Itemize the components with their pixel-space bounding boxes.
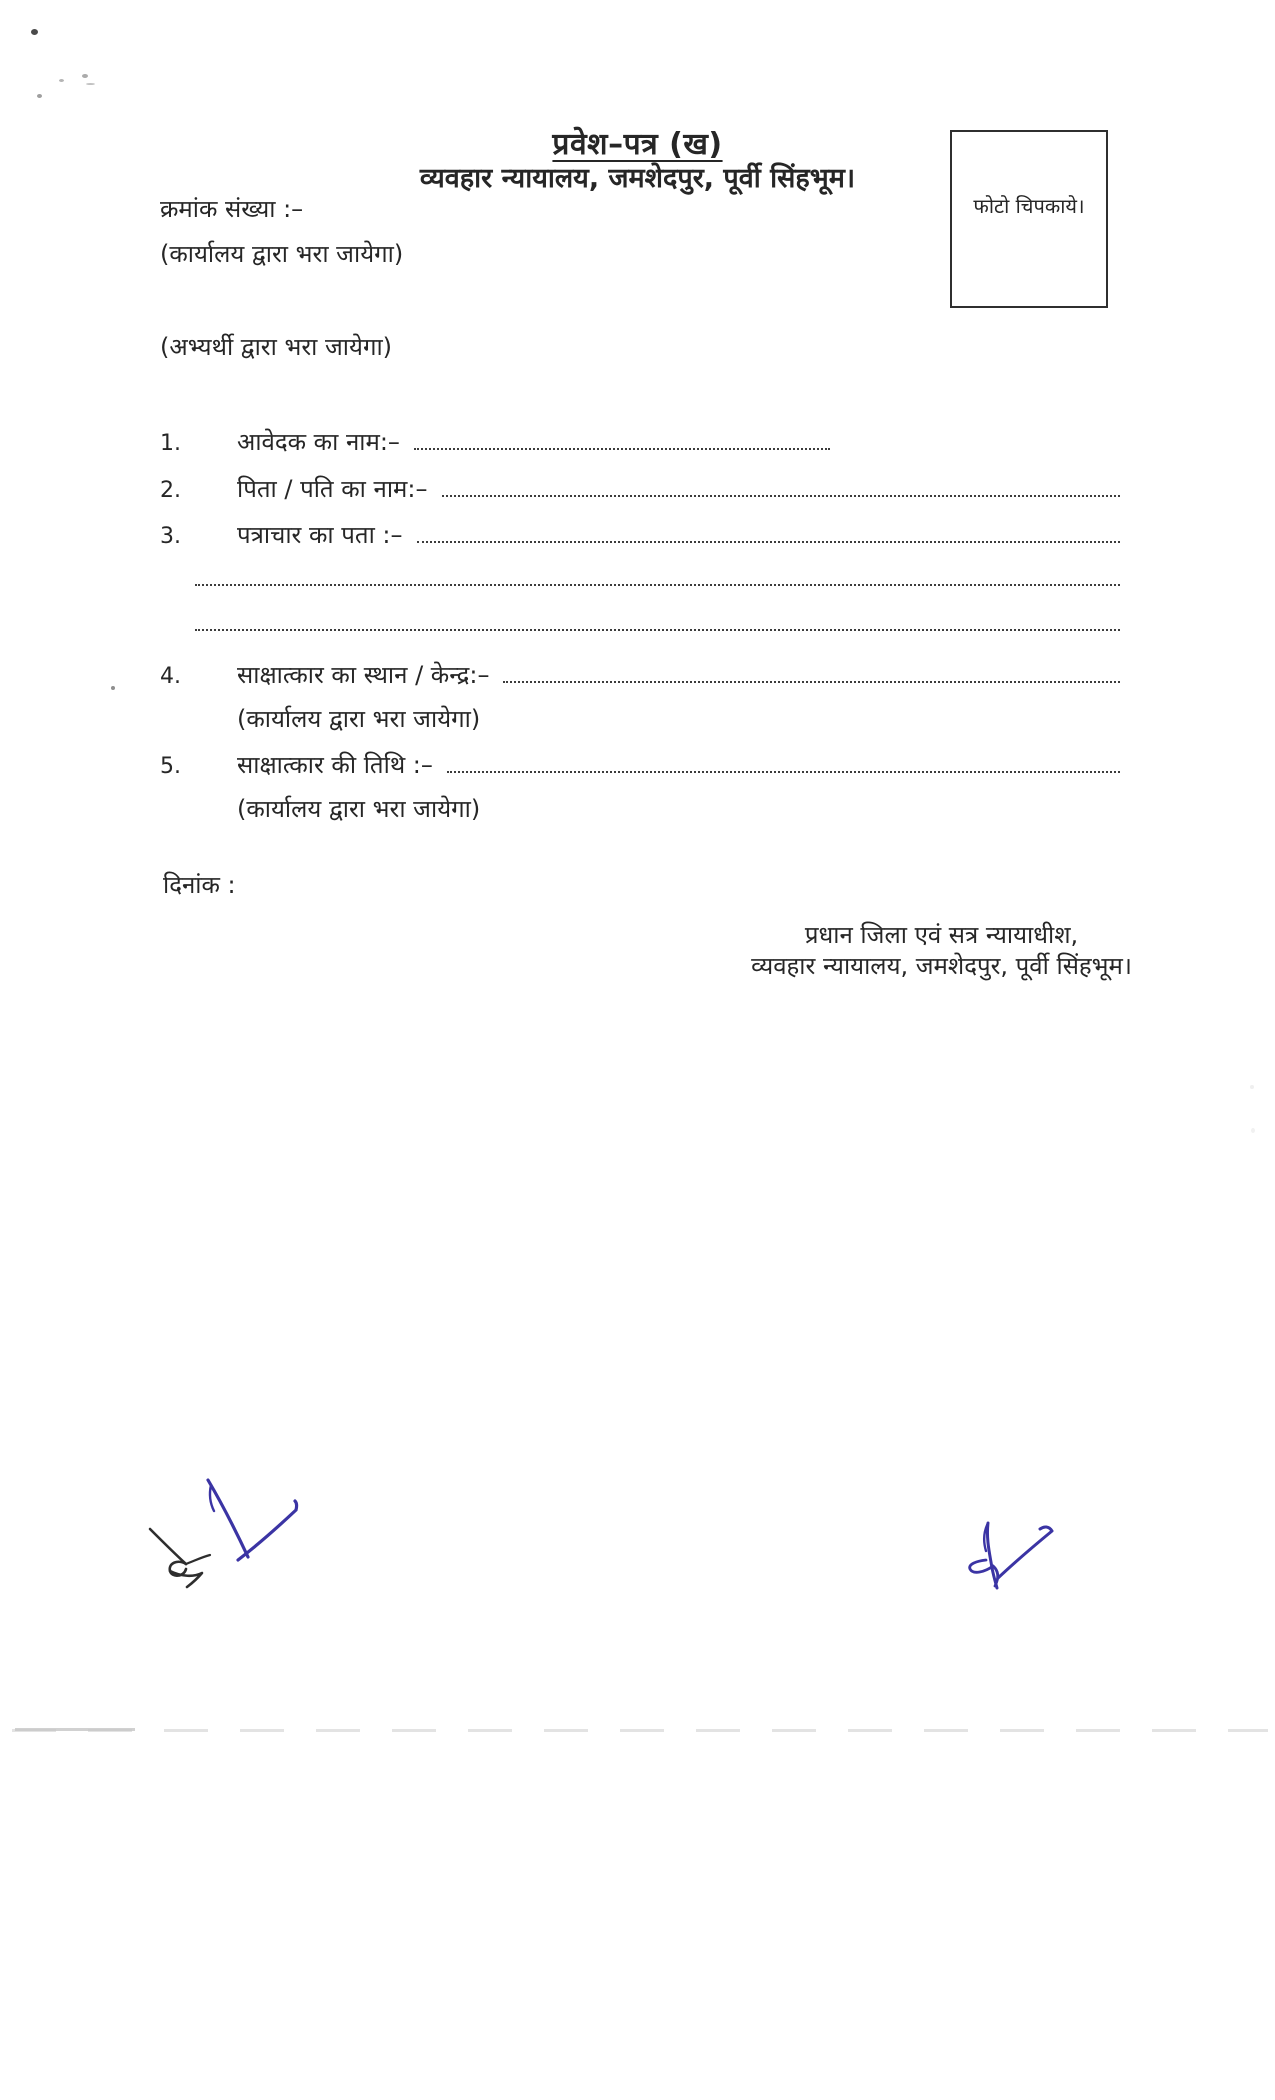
item-number: 3. <box>160 524 181 549</box>
faint-photocopy-line-segment <box>15 1728 135 1731</box>
signature-left-black-scribble <box>186 1555 210 1564</box>
item-label: पिता / पति का नाम:– <box>237 475 428 503</box>
signature-right-blue-stroke <box>998 1527 1052 1578</box>
signature-left-black-scribble <box>170 1571 202 1587</box>
authority-court: व्यवहार न्यायालय, जमशेदपुर, पूर्वी सिंहभूम। <box>751 952 1132 980</box>
signature-left-blue-stroke <box>238 1501 297 1560</box>
faint-photocopy-line <box>12 1729 1268 1732</box>
scan-speck <box>31 29 38 35</box>
address-dotted-line <box>195 629 1120 631</box>
signature-right-blue-stroke <box>987 1523 997 1588</box>
serial-number-label: क्रमांक संख्या :– <box>160 195 304 223</box>
item-number: 4. <box>160 664 181 689</box>
photo-paste-box <box>950 130 1108 308</box>
blank-dotted-line <box>414 447 830 450</box>
form-item-father-husband-name <box>160 473 1120 507</box>
blank-dotted-line <box>442 494 1121 497</box>
date-label: दिनांक : <box>163 871 236 899</box>
form-item-interview-date <box>160 749 1120 783</box>
photo-paste-label: फोटो चिपकाये। <box>973 193 1085 218</box>
item-number: 1. <box>160 431 181 456</box>
form-item-applicant-name <box>160 426 830 460</box>
item-label: आवेदक का नाम:– <box>237 428 400 456</box>
applicant-fill-note: (अभ्यर्थी द्वारा भरा जायेगा) <box>160 333 393 361</box>
interview-place-office-note: (कार्यालय द्वारा भरा जायेगा) <box>237 705 481 733</box>
scan-speck <box>1250 1085 1254 1089</box>
scan-speck <box>59 79 64 82</box>
blank-dotted-line <box>417 540 1120 543</box>
item-number: 2. <box>160 478 181 503</box>
item-label: साक्षात्कार की तिथि :– <box>237 751 433 779</box>
scan-speck <box>37 94 42 98</box>
item-label: पत्राचार का पता :– <box>237 521 403 549</box>
signature-left-blue-stroke <box>208 1480 248 1557</box>
authority-title: प्रधान जिला एवं सत्र न्यायाधीश, <box>804 921 1079 949</box>
scan-speck <box>86 83 95 85</box>
signature-left-black-scribble <box>150 1529 186 1564</box>
form-subtitle: व्यवहार न्यायालय, जमशेदपुर, पूर्वी सिंहभूम। <box>419 163 856 194</box>
interview-date-office-note: (कार्यालय द्वारा भरा जायेगा) <box>237 795 481 823</box>
form-item-correspondence-address <box>160 519 1120 553</box>
form-item-interview-place <box>160 659 1120 693</box>
item-label: साक्षात्कार का स्थान / केन्द्र:– <box>237 661 490 689</box>
scan-speck <box>82 74 88 78</box>
signing-authority-block <box>751 920 1132 982</box>
form-title: प्रवेश–पत्र (ख) <box>552 127 723 162</box>
scan-speck <box>1251 1128 1255 1133</box>
signature-left <box>140 1465 320 1605</box>
blank-dotted-line <box>503 680 1120 683</box>
serial-office-note: (कार्यालय द्वारा भरा जायेगा) <box>160 240 404 268</box>
item-number: 5. <box>160 754 181 779</box>
blank-dotted-line <box>447 770 1120 773</box>
address-dotted-line <box>195 584 1120 586</box>
signature-right <box>940 1500 1080 1610</box>
scan-speck <box>111 686 115 690</box>
